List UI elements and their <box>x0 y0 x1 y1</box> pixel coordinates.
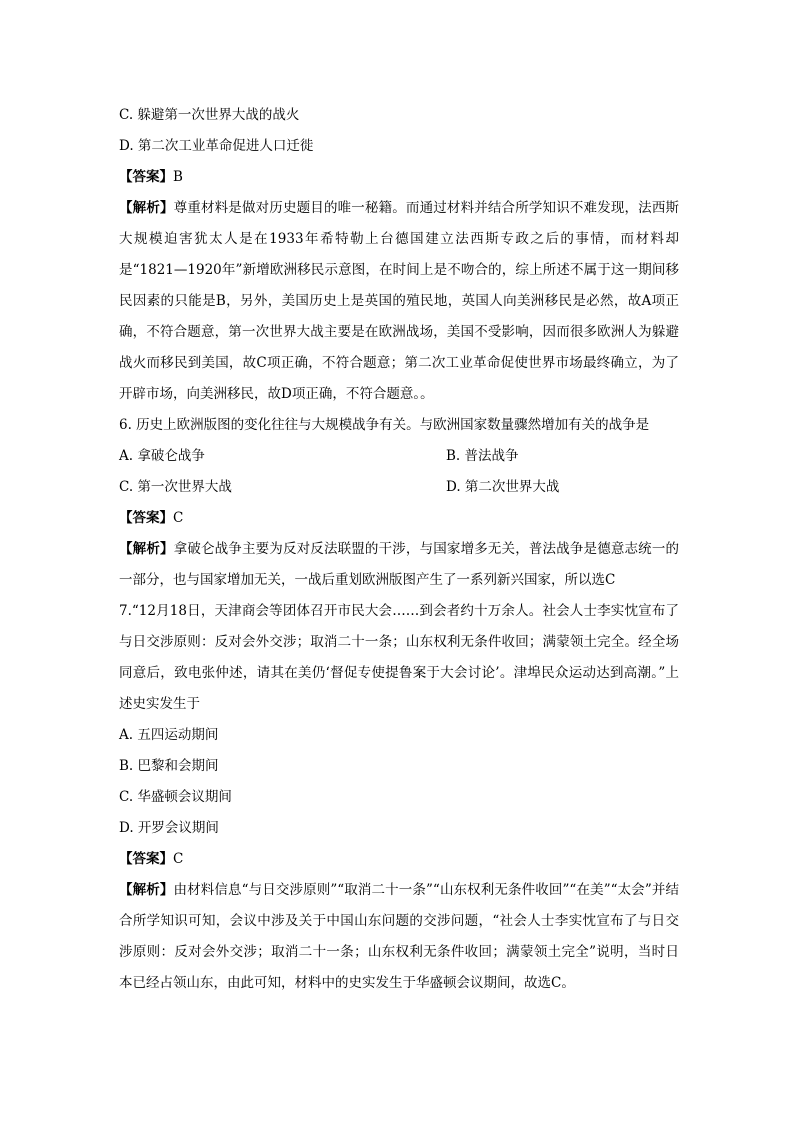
q6-option-d: D. 第二次世界大战 <box>446 479 560 495</box>
q7-option-d: D. 开罗会议期间 <box>119 820 219 836</box>
q7-option-b: B. 巴黎和会期间 <box>119 758 219 774</box>
q7-option-c: C. 华盛顿会议期间 <box>119 789 232 805</box>
q6-option-c: C. 第一次世界大战 <box>119 479 232 495</box>
answer-tag: 【答案】 <box>119 169 173 185</box>
analysis-text: 由材料信息“与日交涉原则”“取消二十一条”“山东权利无条件收回”“在美”“太会”并结合所学知识可知，会议中涉及关于中国山东问题的交涉问题，“社会人士李实忱宣布了与日交涉原则：反对会外交涉；取消二十一条；山东权利无条件收回；满蒙领土完全”说明，当时日本已经占领山东，由此可知，材料中的史实发生于华盛顿会议期间，故选C。 <box>119 882 680 991</box>
q5-analysis <box>119 193 679 410</box>
q6-options-row-1 <box>119 441 679 472</box>
answer-value: B <box>173 169 183 185</box>
q6-option-a: A. 拿破仑战争 <box>119 448 205 464</box>
analysis-tag: 【解析】 <box>119 882 174 898</box>
answer-value: C <box>173 510 184 526</box>
answer-tag: 【答案】 <box>119 510 173 526</box>
answer-tag: 【答案】 <box>119 851 173 867</box>
q6-stem: 6. 历史上欧洲版图的变化往往与大规模战争有关。与欧洲国家数量骤然增加有关的战争是 <box>119 417 650 433</box>
analysis-tag: 【解析】 <box>119 541 174 557</box>
q6-options-row-2 <box>119 472 679 503</box>
analysis-tag: 【解析】 <box>119 200 174 216</box>
q7-option-a: A. 五四运动期间 <box>119 727 219 743</box>
q6-answer <box>119 503 679 534</box>
analysis-text: 尊重材料是做对历史题目的唯一秘籍。而通过材料并结合所学知识不难发现，法西斯大规模迫害犹太人是在1933年希特勒上台德国建立法西斯专政之后的事情，而材料却是“1821—1920年”新增欧洲移民示意图，在时间上是不吻合的，综上所述不属于这一期间移民因素的只能是B，另外，美国历史上是英国的殖民地，英国人向美洲移民是必然，故A项正确，不符合题意，第一次世界大战主要是在欧洲战场，美国不受影响，因而很多欧洲人为躲避战火而移民到美国，故C项正确，不符合题意；第二次工业革命促使世界市场最终确立，为了开辟市场，向美洲移民，故D项正确，不符合题意。。 <box>119 200 680 402</box>
q7-answer <box>119 844 679 875</box>
q6-analysis <box>119 534 679 596</box>
q5-answer <box>119 162 679 193</box>
q7-analysis <box>119 875 679 999</box>
q5-option-c: C. 躲避第一次世界大战的战火 <box>119 107 300 123</box>
page-content <box>119 100 679 999</box>
q5-option-d: D. 第二次工业革命促进人口迁徙 <box>119 138 314 154</box>
q7-stem: 7.“12月18日，天津商会等团体召开市民大会……到会者约十万余人。社会人士李实忱宣布了与日交涉原则：反对会外交涉；取消二十一条；山东权利无条件收回；满蒙领土完全。经全场同意后，致电张仲述，请其在美仍‘督促专使提鲁案于大会讨论’。津埠民众运动达到高潮。”上述史实发生于 <box>119 603 679 712</box>
analysis-text: 拿破仑战争主要为反对反法联盟的干涉，与国家增多无关，普法战争是德意志统一的一部分，也与国家增加无关，一战后重划欧洲版图产生了一系列新兴国家，所以选C <box>119 541 680 588</box>
q6-option-b: B. 普法战争 <box>446 448 519 464</box>
answer-value: C <box>173 851 184 867</box>
